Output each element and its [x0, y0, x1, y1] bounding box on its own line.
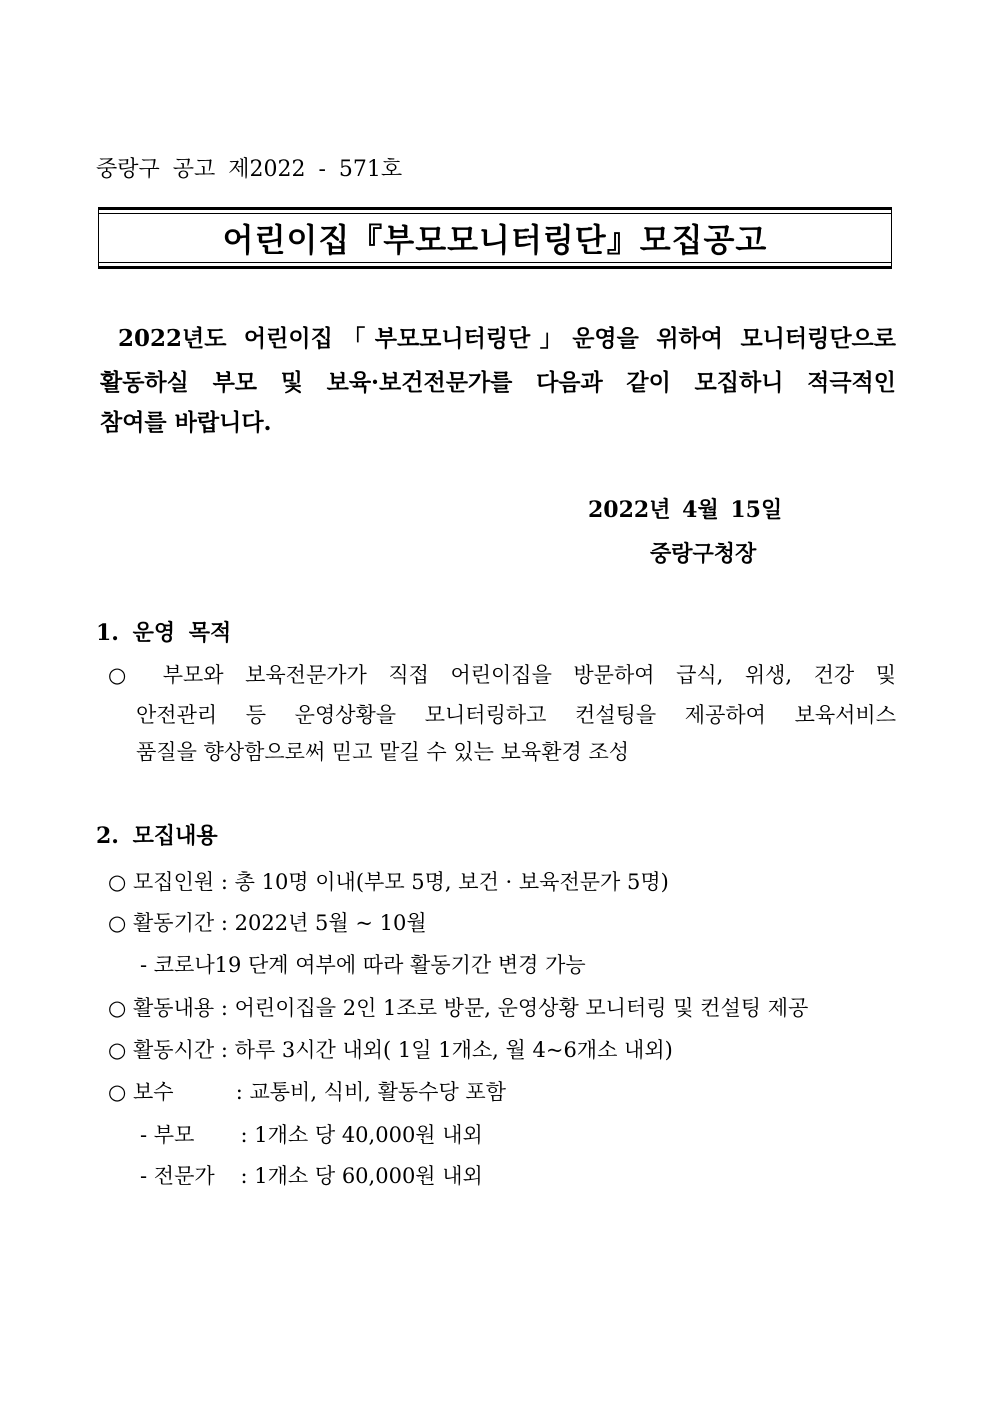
pay-label: 부모	[153, 1123, 195, 1147]
colon: :	[235, 1080, 243, 1104]
item-activity-time	[108, 1034, 673, 1064]
item-value: 2022년 5월 ~ 10월	[234, 911, 427, 935]
colon: :	[220, 1038, 228, 1062]
bullet-circle: ○	[108, 663, 142, 687]
bullet-circle: ○	[108, 911, 127, 935]
section-1-line-3: 품질을 향상함으로써 믿고 맡길 수 있는 보육환경 조성	[136, 740, 630, 764]
colon: :	[220, 911, 228, 935]
item-compensation	[108, 1076, 506, 1106]
period-note: - 코로나19 단계 여부에 따라 활동기간 변경 가능	[140, 953, 586, 977]
item-value: 어린이집을 2인 1조로 방문, 운영상황 모니터링 및 컨설팅 제공	[234, 996, 809, 1020]
issuer-name: 중랑구청장	[650, 541, 757, 567]
pay-value: 1개소 당 60,000원 내외	[254, 1164, 483, 1188]
item-activity-period	[108, 907, 427, 937]
bullet-circle: ○	[108, 870, 127, 894]
title-inner-frame	[99, 213, 891, 263]
intro-line-3: 참여를 바랍니다.	[100, 409, 272, 436]
colon: :	[220, 996, 228, 1020]
bullet-circle: ○	[108, 1080, 127, 1104]
document-title: 어린이집『부모모니터링단』모집공고	[222, 221, 768, 259]
item-recruit-count	[108, 866, 669, 896]
pay-parent	[140, 1119, 483, 1149]
bullet-circle: ○	[108, 996, 127, 1020]
item-label: 활동내용	[133, 996, 215, 1020]
section-1-heading: 1. 운영 목적	[96, 620, 232, 646]
title-box	[98, 207, 892, 269]
section-1-line-2: 안전관리 등 운영상황을 모니터링하고 컨설팅을 제공하여 보육서비스	[136, 703, 896, 727]
item-label: 활동기간	[133, 911, 215, 935]
notice-number: 중랑구 공고 제2022 - 571호	[96, 157, 403, 182]
item-label: 모집인원	[133, 870, 215, 894]
section-2-heading: 2. 모집내용	[96, 823, 218, 849]
item-activity-content	[108, 992, 808, 1022]
item-label: 활동시간	[133, 1038, 215, 1062]
item-value: 교통비, 식비, 활동수당 포함	[249, 1080, 506, 1104]
section-1-line-1	[108, 659, 896, 689]
pay-label: 전문가	[153, 1164, 215, 1188]
intro-line-1: 2022년도 어린이집「부모모니터링단」운영을 위하여 모니터링단으로	[118, 325, 896, 352]
pay-expert	[140, 1160, 483, 1190]
pay-value: 1개소 당 40,000원 내외	[254, 1123, 483, 1147]
intro-line-2: 활동하실 부모 및 보육·보건전문가를 다음과 같이 모집하니 적극적인	[100, 369, 896, 396]
section-1-text-1: 부모와 보육전문가가 직접 어린이집을 방문하여 급식, 위생, 건강 및	[162, 663, 896, 687]
announcement-date: 2022년 4월 15일	[588, 497, 783, 523]
item-value: 총 10명 이내(부모 5명, 보건 · 보육전문가 5명)	[234, 870, 669, 894]
item-label: 보수	[133, 1080, 174, 1104]
bullet-circle: ○	[108, 1038, 127, 1062]
colon: :	[240, 1164, 248, 1188]
item-value: 하루 3시간 내외( 1일 1개소, 월 4~6개소 내외)	[234, 1038, 673, 1062]
colon: :	[220, 870, 228, 894]
dash: -	[140, 1164, 148, 1188]
dash: -	[140, 1123, 148, 1147]
colon: :	[240, 1123, 248, 1147]
